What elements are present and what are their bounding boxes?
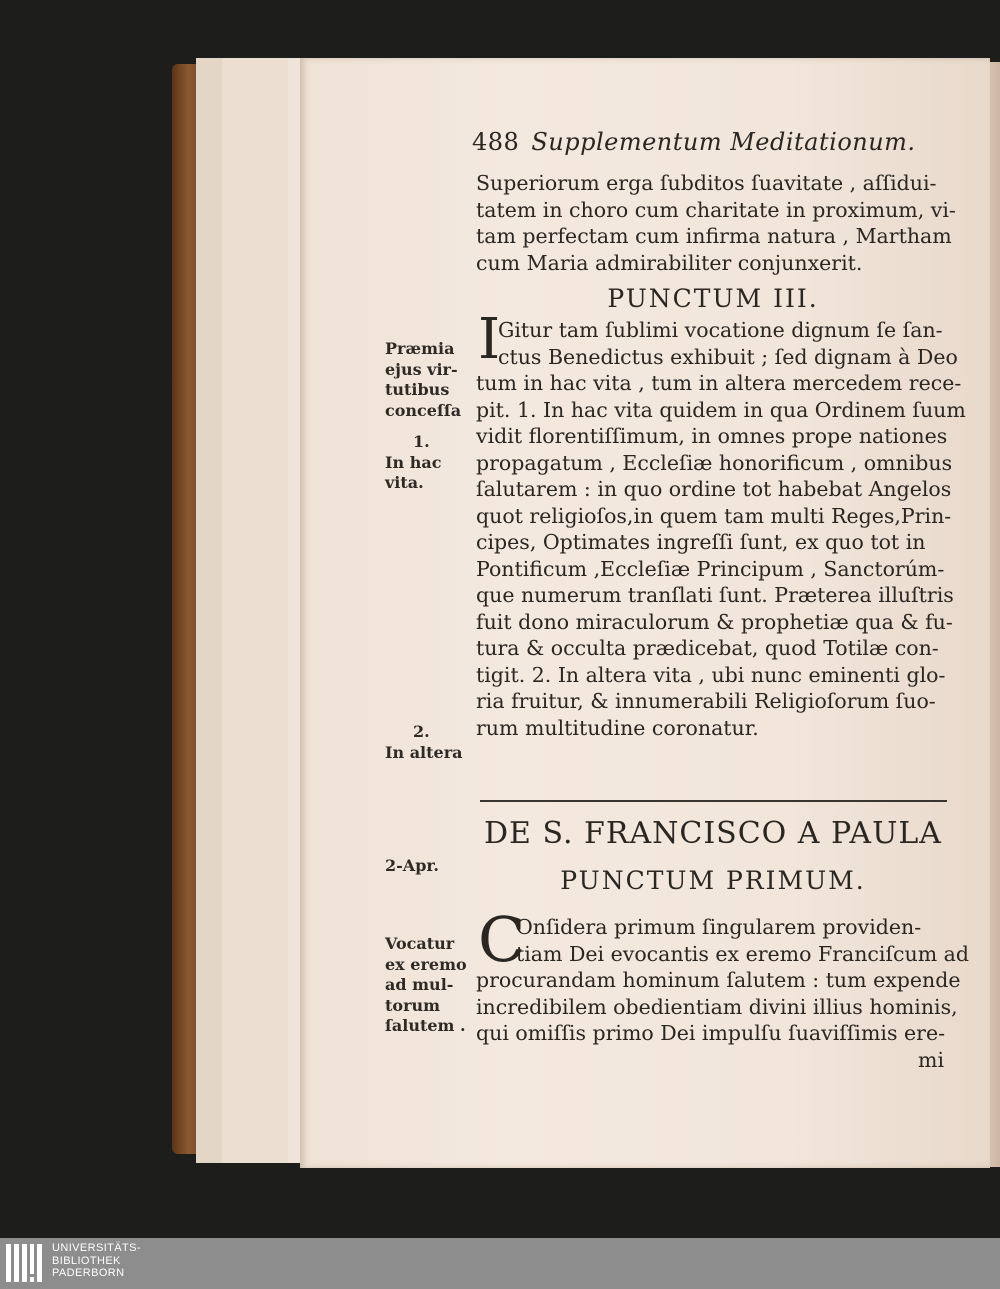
text-line: quot religioſos,in quem tam multi Reges,Prin- — [476, 503, 952, 528]
section2-para — [476, 967, 961, 1073]
margin-date: 2-Apr. — [385, 856, 439, 875]
dropcap: C — [478, 903, 526, 976]
margin-line: ejus vir- — [385, 359, 458, 379]
text-line: ſalutarem : in quo ordine tot habebat Angelos — [476, 477, 952, 501]
margin-line: vita. — [385, 473, 424, 492]
margin-line: ad mul- — [385, 975, 454, 994]
text-line: que numerum tranſlati ſunt. Præterea illuſtris — [476, 583, 954, 607]
library-logo-text — [52, 1242, 141, 1280]
margin-note-praemia — [385, 339, 461, 421]
dropcap: I — [478, 307, 501, 372]
section1-heading: PUNCTUM III. — [607, 284, 819, 313]
text-line: tatem in choro cum charitate in proximum, vi- — [476, 197, 956, 222]
margin-note-two — [385, 722, 463, 763]
library-logo-icon — [6, 1244, 46, 1282]
text-line: Superiorum erga ſubditos ſuavitate , aſſidui- — [476, 171, 937, 195]
margin-line: 1. — [413, 432, 430, 451]
text-line: mi — [918, 1047, 944, 1072]
margin-line: 2. — [413, 722, 430, 741]
margin-line: ſalutem . — [385, 1016, 466, 1035]
margin-line: In hac — [385, 452, 442, 472]
text-line: propagatum , Eccleſiæ honorificum , omnibus — [476, 450, 953, 475]
text-line: vidit florentiſſimum, in omnes prope nationes — [476, 424, 948, 448]
section1-para — [476, 370, 966, 741]
text-line: rum multitudine coronatur. — [476, 715, 759, 740]
text-line: Pontificum ,Eccleſiæ Principum , Sanctorúm- — [476, 556, 945, 581]
page-number: 488 — [472, 128, 520, 156]
section2-heading: PUNCTUM PRIMUM. — [560, 866, 866, 895]
logo-line: UNIVERSITÄTS- — [52, 1242, 141, 1254]
section2-para-start — [516, 914, 969, 967]
margin-line: In altera — [385, 742, 463, 762]
text-line: Onſidera primum ſingularem providen- — [516, 915, 922, 939]
margin-line: Præmia — [385, 339, 455, 358]
page-header — [472, 128, 916, 156]
section-divider — [480, 800, 947, 802]
library-footer — [0, 1238, 1000, 1289]
margin-line: torum — [385, 995, 441, 1015]
text-line: cum Maria admirabiliter conjunxerit. — [476, 250, 863, 275]
margin-note-vocatur — [385, 934, 467, 1037]
text-line: Gitur tam ſublimi vocatione dignum ſe ſan- — [498, 318, 943, 342]
logo-line: PADERBORN — [52, 1267, 125, 1279]
margin-line: conceſſa — [385, 400, 462, 420]
text-line: fuit dono miraculorum & prophetiæ qua & fu- — [476, 609, 953, 634]
margin-line: tutibus — [385, 380, 450, 399]
section1-para-start — [498, 317, 958, 370]
text-line: tum in hac vita , tum in altera mercedem rece- — [476, 371, 962, 395]
text-line: tigit. 2. In altera vita , ubi nunc eminenti glo- — [476, 662, 946, 687]
margin-line: Vocatur — [385, 934, 455, 953]
text-line: ria fruitur, & innumerabili Religioſorum ſuo- — [476, 689, 936, 713]
logo-line: BIBLIOTHEK — [52, 1254, 121, 1267]
margin-note-one — [385, 432, 441, 494]
page-edge — [222, 58, 293, 1163]
text-line: ctus Benedictus exhibuit ; ſed dignam à Deo — [498, 344, 958, 369]
text-line: procurandam hominum ſalutem : tum expende — [476, 968, 961, 992]
text-line: incredibilem obedientiam divini illius hominis, — [476, 994, 958, 1019]
text-line: qui omiſſis primo Dei impulſu ſuaviſſimis ere- — [476, 1021, 946, 1045]
text-line: tiam Dei evocantis ex eremo Franciſcum ad — [516, 941, 970, 966]
text-line: pit. 1. In hac vita quidem in qua Ordinem ſuum — [476, 397, 966, 422]
text-line: tura & occulta prædicebat, quod Totilæ con- — [476, 636, 939, 660]
running-title: Supplementum Meditationum. — [531, 128, 916, 156]
margin-line: ex eremo — [385, 954, 467, 974]
text-line: tam perfectam cum infirma natura , Martham — [476, 224, 952, 248]
text-line: cipes, Optimates ingreſſi ſunt, ex quo tot in — [476, 530, 926, 554]
section2-title: DE S. FRANCISCO A PAULA — [484, 816, 942, 851]
section1-intro — [476, 170, 956, 276]
